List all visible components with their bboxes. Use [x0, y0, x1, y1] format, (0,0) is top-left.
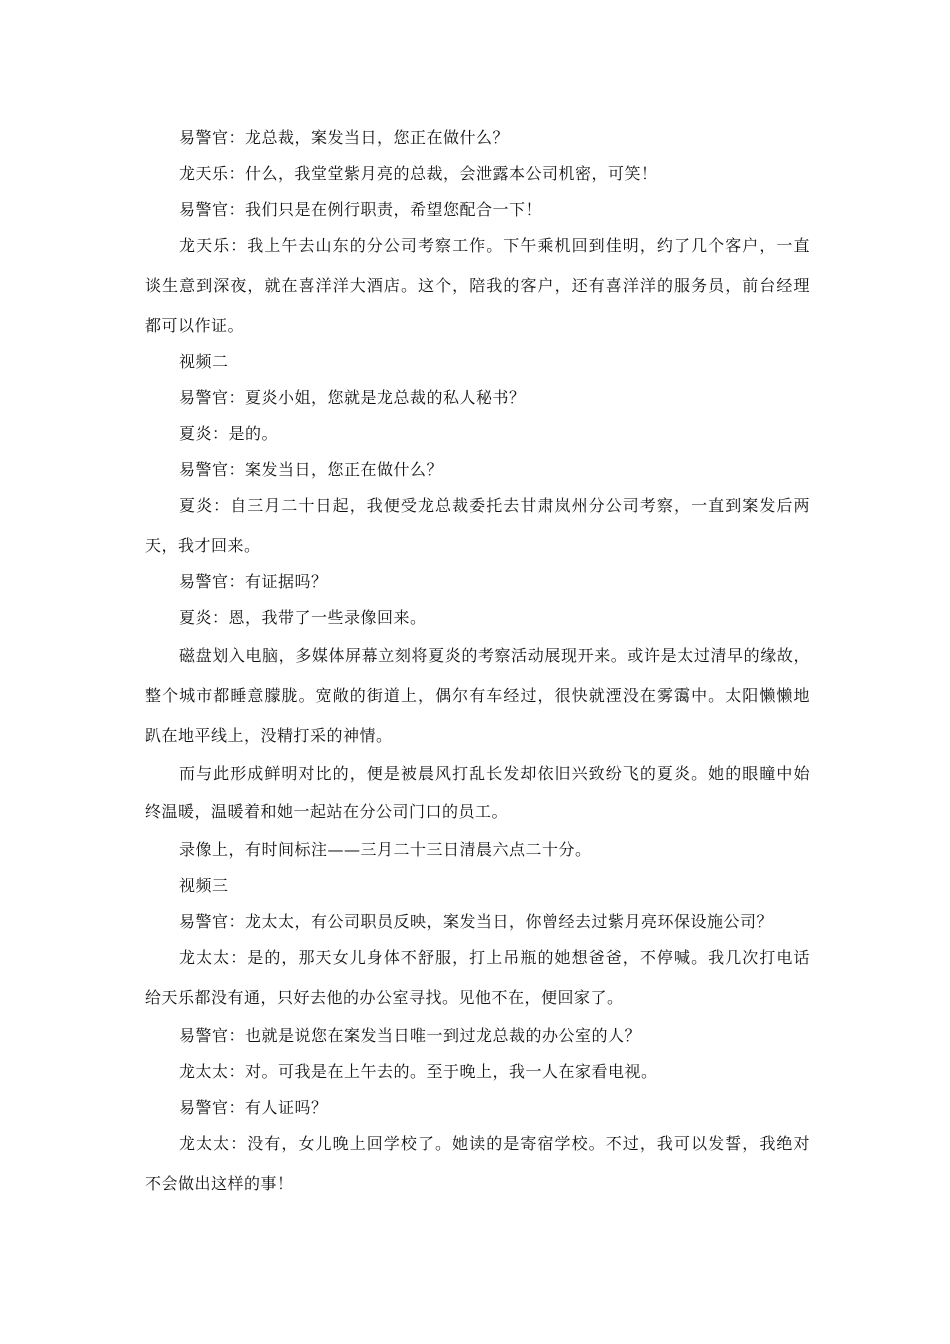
text-line: 易警官：有证据吗？: [179, 572, 328, 591]
section-heading: 视频三: [179, 876, 229, 895]
text-line: 趴在地平线上，没精打采的神情。: [145, 726, 393, 745]
text-line: 夏炎：恩，我带了一些录像回来。: [179, 608, 427, 627]
text-line: 整个城市都睡意朦胧。宽敞的街道上，偶尔有车经过，很快就湮没在雾霭中。太阳懒懒地: [145, 686, 810, 705]
text-line: 龙天乐：我上午去山东的分公司考察工作。下午乘机回到佳明，约了几个客户，一直: [179, 236, 810, 255]
text-line: 易警官：龙太太，有公司职员反映，案发当日，你曾经去过紫月亮环保设施公司？: [179, 912, 774, 931]
text-line: 都可以作证。: [145, 316, 245, 335]
text-line: 天，我才回来。: [145, 536, 261, 555]
text-line: 而与此形成鲜明对比的，便是被晨风打乱长发却依旧兴致纷飞的夏炎。她的眼瞳中始: [179, 764, 810, 783]
text-line: 夏炎：是的。: [179, 424, 279, 443]
text-line: 易警官：有人证吗？: [179, 1098, 328, 1117]
text-line: 龙天乐：什么，我堂堂紫月亮的总裁，会泄露本公司机密，可笑！: [179, 164, 658, 183]
text-line: 不会做出这样的事！: [145, 1174, 294, 1193]
text-line: 易警官：也就是说您在案发当日唯一到过龙总裁的办公室的人？: [179, 1026, 642, 1045]
text-line: 龙太太：没有，女儿晚上回学校了。她读的是寄宿学校。不过，我可以发誓，我绝对: [179, 1134, 810, 1153]
text-line: 易警官：夏炎小姐，您就是龙总裁的私人秘书？: [179, 388, 526, 407]
text-line: 磁盘划入电脑，多媒体屏幕立刻将夏炎的考察活动展现开来。或许是太过清早的缘故，: [179, 646, 810, 665]
text-line: 谈生意到深夜，就在喜洋洋大酒店。这个，陪我的客户，还有喜洋洋的服务员，前台经理: [145, 276, 810, 295]
text-line: 录像上，有时间标注——三月二十三日清晨六点二十分。: [179, 840, 592, 859]
text-line: 夏炎：自三月二十日起，我便受龙总裁委托去甘肃岚州分公司考察，一直到案发后两: [179, 496, 810, 515]
section-heading: 视频二: [179, 352, 229, 371]
text-line: 易警官：龙总裁，案发当日，您正在做什么？: [179, 128, 510, 147]
text-line: 易警官：我们只是在例行职责，希望您配合一下！: [179, 200, 543, 219]
text-line: 易警官：案发当日，您正在做什么？: [179, 460, 444, 479]
text-line: 终温暖，温暖着和她一起站在分公司门口的员工。: [145, 802, 509, 821]
text-line: 龙太太：是的，那天女儿身体不舒服，打上吊瓶的她想爸爸，不停喊。我几次打电话: [179, 948, 810, 967]
text-line: 给天乐都没有通，只好去他的办公室寻找。见他不在，便回家了。: [145, 988, 624, 1007]
text-line: 龙太太：对。可我是在上午去的。至于晚上，我一人在家看电视。: [179, 1062, 658, 1081]
